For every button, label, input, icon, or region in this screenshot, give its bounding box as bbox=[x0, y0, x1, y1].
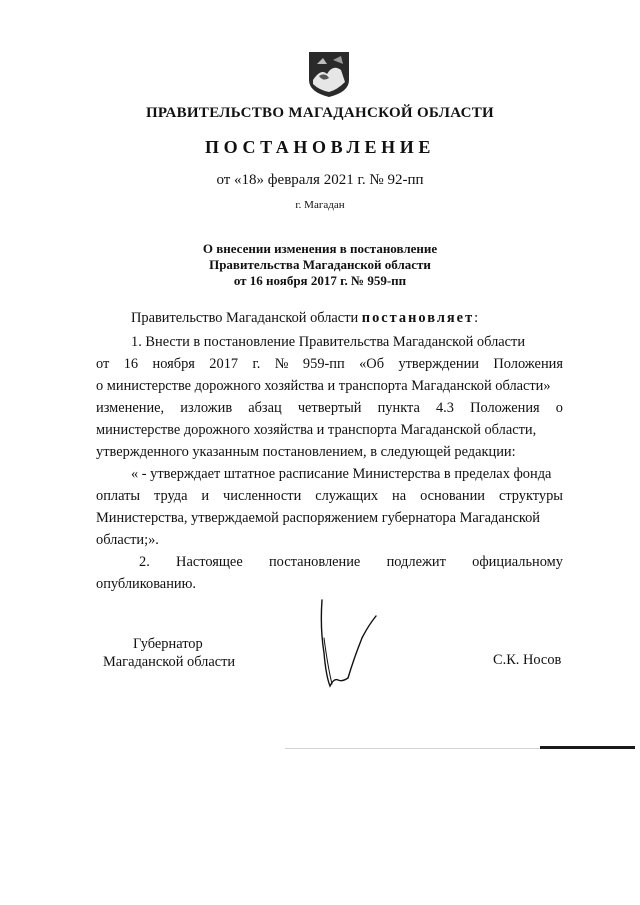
quote-line-3: Министерства, утверждаемой распоряжением губернатора Магаданской bbox=[96, 510, 540, 526]
p1-line-2 bbox=[96, 356, 563, 373]
separator-line-dark bbox=[540, 746, 635, 749]
decree-date-number: от «18» февраля 2021 г. № 92-пп bbox=[216, 172, 424, 188]
signer-name: С.К. Носов bbox=[493, 652, 562, 668]
word: структуры bbox=[498, 488, 563, 504]
word: 16 bbox=[123, 356, 139, 372]
p1-line-4 bbox=[96, 400, 563, 417]
word: 2. bbox=[139, 554, 150, 570]
government-name: ПРАВИТЕЛЬСТВО МАГАДАНСКОЙ ОБЛАСТИ bbox=[145, 105, 495, 121]
word: пункта bbox=[377, 400, 420, 416]
quote-line-4: области;». bbox=[96, 532, 159, 548]
word: труда bbox=[154, 488, 188, 504]
p1-line-1: 1. Внести в постановление Правительства Магаданской области bbox=[131, 334, 526, 350]
word: о bbox=[555, 400, 563, 416]
word: утверждении bbox=[398, 356, 479, 372]
handwritten-signature bbox=[318, 598, 378, 690]
word: № bbox=[274, 356, 289, 372]
decree-title: ПОСТАНОВЛЕНИЕ bbox=[205, 137, 435, 157]
word: основании bbox=[420, 488, 486, 504]
p2-line-2: опубликованию. bbox=[96, 576, 196, 592]
word: 2017 bbox=[209, 356, 239, 372]
word: изложив bbox=[180, 400, 233, 416]
word: постановление bbox=[268, 554, 361, 570]
quote-line-1: « - утверждает штатное расписание Министерства в пределах фонда bbox=[131, 466, 552, 482]
word: изменение, bbox=[96, 400, 165, 416]
word: оплаты bbox=[96, 488, 141, 504]
subject-line-2: Правительства Магаданской области bbox=[209, 257, 431, 272]
intro-colon: : bbox=[474, 310, 479, 326]
intro-prefix: Правительство Магаданской области bbox=[131, 310, 359, 326]
word: Положения bbox=[493, 356, 563, 372]
word: от bbox=[96, 356, 110, 372]
signer-position-line-2: Магаданской области bbox=[103, 654, 236, 670]
word: 959-пп bbox=[302, 356, 345, 372]
word: подлежит bbox=[386, 554, 446, 570]
word: Настоящее bbox=[176, 554, 243, 570]
word: абзац bbox=[248, 400, 282, 416]
coat-of-arms-emblem bbox=[307, 50, 351, 98]
word: и bbox=[201, 488, 210, 504]
p1-line-6: утвержденного указанным постановлением, в следующей редакции: bbox=[96, 444, 516, 460]
city-name: г. Магадан bbox=[295, 199, 345, 211]
word: численности bbox=[223, 488, 302, 504]
word: г. bbox=[252, 356, 261, 372]
word: официальному bbox=[472, 554, 563, 570]
subject-line-3: от 16 ноября 2017 г. № 959-пп bbox=[233, 273, 407, 288]
p1-line-5: министерстве дорожного хозяйства и транспорта Магаданской области, bbox=[96, 422, 537, 438]
intro-verb: постановляет bbox=[361, 310, 475, 326]
word: «Об bbox=[359, 356, 385, 372]
word: четвертый bbox=[297, 400, 362, 416]
intro-line bbox=[131, 310, 478, 327]
word: 4.3 bbox=[435, 400, 454, 416]
word: ноября bbox=[152, 356, 195, 372]
subject-line-1: О внесении изменения в постановление bbox=[202, 241, 438, 256]
signer-position-line-1: Губернатор bbox=[133, 636, 203, 652]
word: служащих bbox=[315, 488, 379, 504]
quote-line-2 bbox=[96, 488, 563, 505]
p2-line-1 bbox=[139, 554, 563, 571]
word: на bbox=[392, 488, 407, 504]
p1-line-3: о министерстве дорожного хозяйства и транспорта Магаданской области» bbox=[96, 378, 551, 394]
word: Положения bbox=[470, 400, 540, 416]
